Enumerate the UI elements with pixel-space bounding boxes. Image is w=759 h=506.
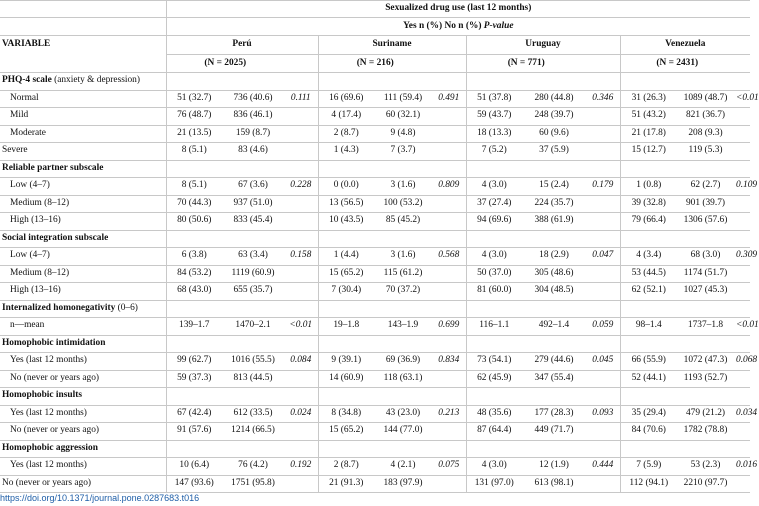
section-header-row: [0, 160, 750, 178]
row-label: No (never or years ago): [0, 423, 166, 441]
count-cell: 224 (35.7): [522, 195, 586, 213]
count-cell: 85 (45.2): [374, 213, 432, 231]
count-cell: 248 (39.7): [522, 108, 586, 126]
count-cell: 94 (69.6): [466, 213, 522, 231]
count-cell: 4 (17.4): [318, 108, 374, 126]
country-uruguay: Uruguay: [466, 36, 620, 55]
table-row: [0, 283, 750, 301]
count-cell: 98–1.4: [620, 318, 677, 336]
p-value-cell: 0.059: [586, 318, 620, 336]
count-cell: 9 (39.1): [318, 353, 374, 371]
count-cell: 479 (21.2): [677, 405, 734, 423]
count-cell: 100 (53.2): [374, 195, 432, 213]
p-value-cell: 0.016: [734, 458, 750, 476]
count-cell: 76 (4.2): [222, 458, 284, 476]
p-value-cell: [432, 475, 466, 493]
count-cell: 66 (55.9): [620, 353, 677, 371]
count-cell: 4 (3.0): [466, 178, 522, 196]
count-cell: 144 (77.0): [374, 423, 432, 441]
table-row: [0, 108, 750, 126]
p-value-cell: 0.346: [586, 90, 620, 108]
section-header-row: [0, 440, 750, 458]
count-cell: 1 (4.4): [318, 248, 374, 266]
p-value-cell: 0.491: [432, 90, 466, 108]
count-cell: 1751 (95.8): [222, 475, 284, 493]
table-row: [0, 125, 750, 143]
p-value-cell: [432, 283, 466, 301]
p-value-cell: 0.109: [734, 178, 750, 196]
p-value-cell: 0.158: [284, 248, 318, 266]
section-header-row: [0, 388, 750, 406]
count-cell: 59 (43.7): [466, 108, 522, 126]
p-value-cell: 0.084: [284, 353, 318, 371]
count-cell: 84 (70.6): [620, 423, 677, 441]
count-cell: 31 (26.3): [620, 90, 677, 108]
count-cell: 208 (9.3): [677, 125, 734, 143]
count-cell: 112 (94.1): [620, 475, 677, 493]
count-cell: 53 (2.3): [677, 458, 734, 476]
count-cell: 1174 (51.7): [677, 265, 734, 283]
count-cell: 79 (66.4): [620, 213, 677, 231]
variable-header: VARIABLE: [2, 39, 51, 50]
count-cell: 80 (50.6): [166, 213, 222, 231]
row-label: High (13–16): [0, 283, 166, 301]
row-label: No (never or years ago): [0, 370, 166, 388]
p-value-cell: [284, 370, 318, 388]
table-row: [0, 423, 750, 441]
header-row-1: [0, 1, 750, 18]
count-cell: 53 (44.5): [620, 265, 677, 283]
p-value-cell: 0.075: [432, 458, 466, 476]
count-cell: 131 (97.0): [466, 475, 522, 493]
p-value-cell: [432, 195, 466, 213]
count-cell: 87 (64.4): [466, 423, 522, 441]
count-cell: 6 (3.8): [166, 248, 222, 266]
count-cell: 18 (2.9): [522, 248, 586, 266]
count-cell: 70 (44.3): [166, 195, 222, 213]
p-value-cell: [586, 423, 620, 441]
count-cell: 7 (5.2): [466, 143, 522, 161]
count-cell: 68 (43.0): [166, 283, 222, 301]
count-cell: 39 (32.8): [620, 195, 677, 213]
row-label: High (13–16): [0, 213, 166, 231]
count-cell: 116–1.1: [466, 318, 522, 336]
p-value-cell: [734, 108, 750, 126]
count-cell: 35 (29.4): [620, 405, 677, 423]
table-row: [0, 248, 750, 266]
p-value-cell: [734, 475, 750, 493]
count-cell: 84 (53.2): [166, 265, 222, 283]
p-value-cell: [284, 195, 318, 213]
p-value-cell: 0.213: [432, 405, 466, 423]
count-cell: 19–1.8: [318, 318, 374, 336]
count-cell: 67 (3.6): [222, 178, 284, 196]
p-value-cell: 0.047: [586, 248, 620, 266]
count-cell: 15 (12.7): [620, 143, 677, 161]
count-cell: 305 (48.6): [522, 265, 586, 283]
p-value-cell: [586, 195, 620, 213]
count-cell: 1089 (48.7): [677, 90, 734, 108]
row-label: Yes (last 12 months): [0, 353, 166, 371]
table-body: [0, 73, 759, 493]
count-cell: 62 (2.7): [677, 178, 734, 196]
count-cell: 68 (3.0): [677, 248, 734, 266]
p-value-cell: [432, 143, 466, 161]
section-title: Homophobic aggression: [0, 440, 166, 458]
count-cell: 67 (42.4): [166, 405, 222, 423]
table-row: [0, 178, 750, 196]
row-label: Normal: [0, 90, 166, 108]
count-cell: 8 (34.8): [318, 405, 374, 423]
p-value-cell: [432, 265, 466, 283]
count-cell: 1193 (52.7): [677, 370, 734, 388]
count-cell: 15 (65.2): [318, 265, 374, 283]
count-cell: 59 (37.3): [166, 370, 222, 388]
country-venezuela: Venezuela: [620, 36, 750, 55]
count-cell: 836 (46.1): [222, 108, 284, 126]
p-value-cell: [734, 143, 750, 161]
p-value-cell: [586, 370, 620, 388]
n-suriname: (N = 216): [318, 55, 432, 73]
count-cell: 43 (23.0): [374, 405, 432, 423]
count-cell: 9 (4.8): [374, 125, 432, 143]
section-title: Social integration subscale: [0, 230, 166, 248]
count-cell: 1119 (60.9): [222, 265, 284, 283]
count-cell: 1737–1.8: [677, 318, 734, 336]
count-cell: 901 (39.7): [677, 195, 734, 213]
row-label: Moderate: [0, 125, 166, 143]
count-cell: 13 (56.5): [318, 195, 374, 213]
p-value-cell: 0.809: [432, 178, 466, 196]
row-label: Low (4–7): [0, 178, 166, 196]
count-cell: 833 (45.4): [222, 213, 284, 231]
p-value-cell: 0.568: [432, 248, 466, 266]
count-cell: 4 (2.1): [374, 458, 432, 476]
count-cell: 2 (8.7): [318, 458, 374, 476]
table-row: [0, 213, 750, 231]
p-value-cell: [734, 125, 750, 143]
n-peru: (N = 2025): [166, 55, 284, 73]
p-value-cell: [284, 423, 318, 441]
count-cell: 1306 (57.6): [677, 213, 734, 231]
count-cell: 821 (36.7): [677, 108, 734, 126]
count-cell: 118 (63.1): [374, 370, 432, 388]
count-cell: 304 (48.5): [522, 283, 586, 301]
count-cell: 1016 (55.5): [222, 353, 284, 371]
count-cell: 143–1.9: [374, 318, 432, 336]
count-cell: 7 (30.4): [318, 283, 374, 301]
count-cell: 655 (35.7): [222, 283, 284, 301]
count-cell: 612 (33.5): [222, 405, 284, 423]
count-cell: 63 (3.4): [222, 248, 284, 266]
count-cell: 4 (3.0): [466, 248, 522, 266]
p-value-cell: [734, 213, 750, 231]
section-header-row: [0, 335, 750, 353]
count-cell: 69 (36.9): [374, 353, 432, 371]
p-value-cell: [432, 213, 466, 231]
count-cell: 51 (43.2): [620, 108, 677, 126]
section-title: Internalized homonegativity (0–6): [0, 300, 166, 318]
count-cell: 52 (44.1): [620, 370, 677, 388]
p-value-cell: [586, 108, 620, 126]
count-cell: 18 (13.3): [466, 125, 522, 143]
count-cell: 37 (27.4): [466, 195, 522, 213]
p-value-cell: [734, 423, 750, 441]
p-value-cell: 0.024: [284, 405, 318, 423]
count-cell: 388 (61.9): [522, 213, 586, 231]
count-cell: 70 (37.2): [374, 283, 432, 301]
count-cell: 1782 (78.8): [677, 423, 734, 441]
count-cell: 51 (32.7): [166, 90, 222, 108]
p-value-cell: [284, 265, 318, 283]
count-cell: 115 (61.2): [374, 265, 432, 283]
table-row: [0, 458, 750, 476]
count-cell: 60 (9.6): [522, 125, 586, 143]
p-value-cell: 0.034: [734, 405, 750, 423]
p-value-cell: [284, 283, 318, 301]
p-value-cell: [586, 143, 620, 161]
count-cell: 8 (5.1): [166, 178, 222, 196]
sub-header: Yes n (%) No n (%) P-value: [166, 18, 750, 36]
p-value-cell: [734, 370, 750, 388]
p-value-cell: 0.228: [284, 178, 318, 196]
count-cell: 83 (4.6): [222, 143, 284, 161]
count-cell: 51 (37.8): [466, 90, 522, 108]
count-cell: 10 (6.4): [166, 458, 222, 476]
count-cell: 4 (3.4): [620, 248, 677, 266]
section-header-row: [0, 230, 750, 248]
count-cell: 2210 (97.7): [677, 475, 734, 493]
count-cell: 0 (0.0): [318, 178, 374, 196]
count-cell: 347 (55.4): [522, 370, 586, 388]
row-label: Yes (last 12 months): [0, 458, 166, 476]
p-value-cell: [586, 213, 620, 231]
count-cell: 613 (98.1): [522, 475, 586, 493]
row-label: No (never or years ago): [0, 475, 166, 493]
header-row-2: [0, 18, 750, 36]
count-cell: 62 (45.9): [466, 370, 522, 388]
table-row: [0, 265, 750, 283]
count-cell: 3 (1.6): [374, 248, 432, 266]
p-value-cell: [586, 265, 620, 283]
count-cell: 3 (1.6): [374, 178, 432, 196]
count-cell: 48 (35.6): [466, 405, 522, 423]
p-value-cell: 0.309: [734, 248, 750, 266]
section-header-row: [0, 73, 750, 91]
count-cell: 14 (60.9): [318, 370, 374, 388]
p-value-cell: [284, 475, 318, 493]
row-label: Mild: [0, 108, 166, 126]
header-row-4: [0, 55, 750, 73]
table-row: [0, 405, 750, 423]
count-cell: 1 (0.8): [620, 178, 677, 196]
count-cell: 177 (28.3): [522, 405, 586, 423]
header-row-3: [0, 36, 750, 55]
count-cell: 37 (5.9): [522, 143, 586, 161]
count-cell: 736 (40.6): [222, 90, 284, 108]
country-peru: Perú: [166, 36, 318, 55]
n-uruguay: (N = 771): [466, 55, 586, 73]
count-cell: 279 (44.6): [522, 353, 586, 371]
p-value-cell: 0.699: [432, 318, 466, 336]
count-cell: 15 (65.2): [318, 423, 374, 441]
section-title: PHQ-4 scale (anxiety & depression): [0, 73, 166, 91]
super-header: Sexualized drug use (last 12 months): [166, 1, 750, 18]
count-cell: 7 (5.9): [620, 458, 677, 476]
count-cell: 111 (59.4): [374, 90, 432, 108]
table-row: [0, 195, 750, 213]
table-row: [0, 370, 750, 388]
p-value-cell: <0.01: [734, 90, 750, 108]
count-cell: 280 (44.8): [522, 90, 586, 108]
row-label: Low (4–7): [0, 248, 166, 266]
p-value-cell: <0.01: [284, 318, 318, 336]
table-row: [0, 475, 750, 493]
count-cell: 21 (91.3): [318, 475, 374, 493]
row-label: Yes (last 12 months): [0, 405, 166, 423]
count-cell: 139–1.7: [166, 318, 222, 336]
count-cell: 50 (37.0): [466, 265, 522, 283]
count-cell: 159 (8.7): [222, 125, 284, 143]
p-value-cell: 0.045: [586, 353, 620, 371]
count-cell: 183 (97.9): [374, 475, 432, 493]
count-cell: 16 (69.6): [318, 90, 374, 108]
table-row: [0, 318, 750, 336]
row-label: Medium (8–12): [0, 265, 166, 283]
p-value-cell: [432, 423, 466, 441]
count-cell: 1470–2.1: [222, 318, 284, 336]
section-title: Homophobic insults: [0, 388, 166, 406]
count-cell: 1072 (47.3): [677, 353, 734, 371]
p-value-cell: <0.01: [734, 318, 750, 336]
count-cell: 8 (5.1): [166, 143, 222, 161]
count-cell: 1 (4.3): [318, 143, 374, 161]
section-title: Homophobic intimidation: [0, 335, 166, 353]
count-cell: 76 (48.7): [166, 108, 222, 126]
count-cell: 21 (17.8): [620, 125, 677, 143]
table-row: [0, 143, 750, 161]
count-cell: 813 (44.5): [222, 370, 284, 388]
p-value-cell: 0.068: [734, 353, 750, 371]
table-row: [0, 90, 750, 108]
count-cell: 449 (71.7): [522, 423, 586, 441]
p-value-cell: [284, 213, 318, 231]
p-value-cell: [432, 125, 466, 143]
p-value-cell: 0.192: [284, 458, 318, 476]
row-label: Severe: [0, 143, 166, 161]
count-cell: 60 (32.1): [374, 108, 432, 126]
p-value-cell: [586, 475, 620, 493]
p-value-cell: [734, 265, 750, 283]
p-value-cell: [284, 143, 318, 161]
count-cell: 21 (13.5): [166, 125, 222, 143]
section-title: Reliable partner subscale: [0, 160, 166, 178]
p-value-cell: 0.111: [284, 90, 318, 108]
count-cell: 91 (57.6): [166, 423, 222, 441]
count-cell: 2 (8.7): [318, 125, 374, 143]
row-label: Medium (8–12): [0, 195, 166, 213]
count-cell: 12 (1.9): [522, 458, 586, 476]
count-cell: 62 (52.1): [620, 283, 677, 301]
section-header-row: [0, 300, 750, 318]
p-value-cell: [284, 108, 318, 126]
p-value-cell: [734, 283, 750, 301]
count-cell: 1027 (45.3): [677, 283, 734, 301]
count-cell: 147 (93.6): [166, 475, 222, 493]
count-cell: 10 (43.5): [318, 213, 374, 231]
p-value-cell: 0.093: [586, 405, 620, 423]
p-value-cell: 0.179: [586, 178, 620, 196]
n-venezuela: (N = 2431): [620, 55, 734, 73]
count-cell: 4 (3.0): [466, 458, 522, 476]
p-value-cell: [586, 125, 620, 143]
p-value-cell: [432, 370, 466, 388]
count-cell: 81 (60.0): [466, 283, 522, 301]
count-cell: 99 (62.7): [166, 353, 222, 371]
table-row: [0, 353, 750, 371]
country-suriname: Suriname: [318, 36, 466, 55]
p-value-cell: 0.444: [586, 458, 620, 476]
count-cell: 1214 (66.5): [222, 423, 284, 441]
doi-link[interactable]: https://doi.org/10.1371/journal.pone.0287683.t016: [0, 493, 200, 503]
row-label: n—mean: [0, 318, 166, 336]
count-cell: 937 (51.0): [222, 195, 284, 213]
p-value-cell: [734, 195, 750, 213]
count-cell: 7 (3.7): [374, 143, 432, 161]
count-cell: 119 (5.3): [677, 143, 734, 161]
p-value-cell: [586, 283, 620, 301]
count-cell: 73 (54.1): [466, 353, 522, 371]
p-value-cell: [284, 125, 318, 143]
count-cell: 492–1.4: [522, 318, 586, 336]
p-value-cell: 0.834: [432, 353, 466, 371]
p-value-cell: [432, 108, 466, 126]
count-cell: 15 (2.4): [522, 178, 586, 196]
